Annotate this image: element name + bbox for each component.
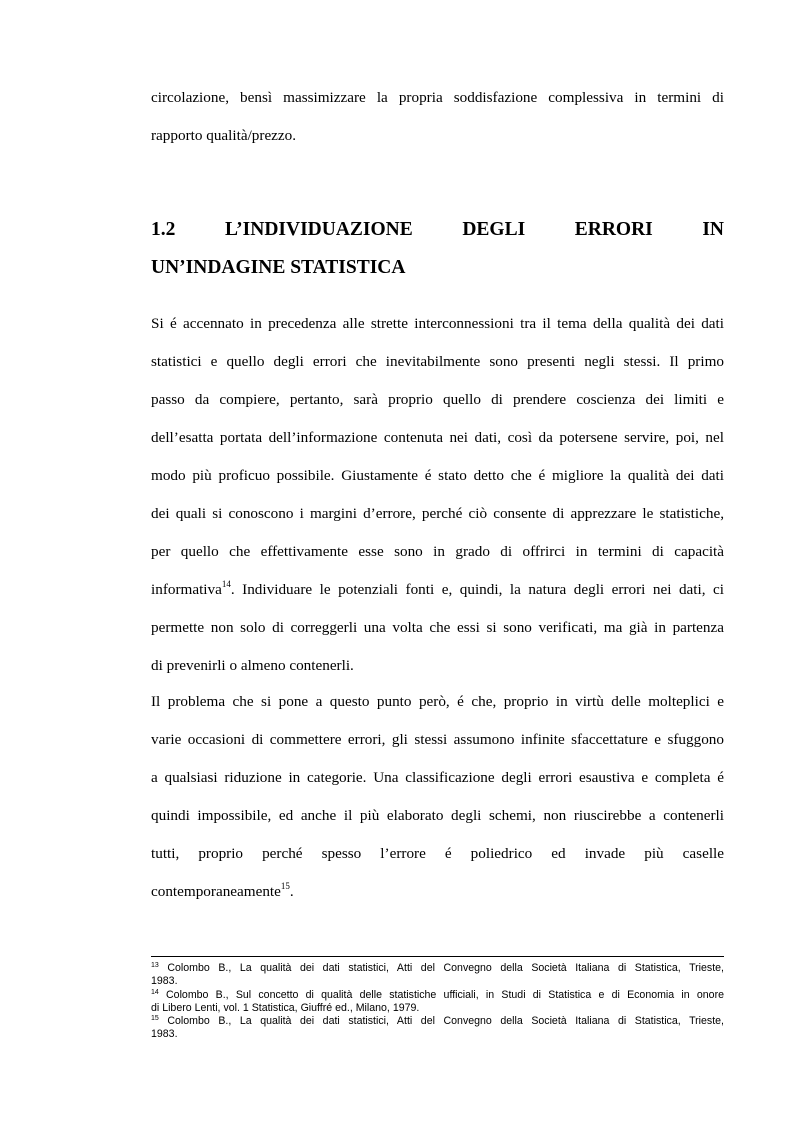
footnotes — [151, 962, 724, 1042]
text-line: modo più proficuo possibile. Giustamente é stato detto che é migliore la qualità dei dati — [151, 467, 724, 484]
footnote-ref-14[interactable]: 14 — [221, 579, 231, 589]
section-number: 1.2 — [151, 219, 176, 240]
text-line: Il problema che si pone a questo punto però, é che, proprio in virtù delle molteplici e — [151, 693, 724, 710]
text-line: Si é accennato in precedenza alle strette interconnessioni tra il tema della qualità dei dati — [151, 315, 724, 332]
text-line: a qualsiasi riduzione in categorie. Una classificazione degli errori esaustiva e completa é — [151, 769, 724, 786]
text-line: tutti, proprio perché spesso l’errore é poliedrico ed invade più caselle — [151, 845, 724, 862]
footnote-14: $^{14}$ Colombo B., Sul concetto di qualità delle statistiche ufficiali, in Studi di Statistica e di Economia in onore — [151, 988, 724, 1001]
footnote-13-cont: 1983. — [151, 975, 178, 988]
section-heading-line-2: UN’INDAGINE STATISTICA — [151, 257, 406, 278]
text-line: contemporaneamente$^{15}$. — [151, 881, 294, 900]
footnote-14-cont: di Libero Lenti, vol. 1 Statistica, Giuffré ed., Milano, 1979. — [151, 1001, 420, 1014]
text-line: passo da compiere, pertanto, sarà proprio quello di prendere coscienza dei limiti e — [151, 391, 724, 408]
text-line: dei quali si conoscono i margini d’errore, perché ciò consente di apprezzare le statistiche, — [151, 505, 724, 522]
footnote-separator — [151, 956, 724, 957]
footnote-15-cont: 1983. — [151, 1028, 178, 1041]
text-line: dell’esatta portata dell’informazione contenuta nei dati, così da potersene servire, poi, nel — [151, 429, 724, 446]
text-line: varie occasioni di commettere errori, gli stessi assumono infinite sfaccettature e sfuggono — [151, 731, 724, 748]
section-heading-line-1: 1.2 L’INDIVIDUAZIONE DEGLI ERRORI IN — [151, 219, 724, 240]
text-line: statistici e quello degli errori che inevitabilmente sono presenti negli stessi. Il primo — [151, 353, 724, 370]
text-line: per quello che effettivamente esse sono in grado di offrirci in termini di capacità — [151, 543, 724, 560]
footnote-ref-15[interactable]: 15 — [280, 881, 290, 891]
text-line: informativa$^{14}$. Individuare le potenziali fonti e, quindi, la natura degli errori nei dati, ci — [151, 579, 724, 598]
footnote-15: $^{15}$ Colombo B., La qualità dei dati statistici, Atti del Convegno della Società Italiana di Statistica, Trieste, — [151, 1015, 724, 1028]
text-line: rapporto qualità/prezzo. — [151, 127, 297, 144]
text-line: quindi impossibile, ed anche il più elaborato degli schemi, non riuscirebbe a contenerli — [151, 807, 724, 824]
text-line: di prevenirli o almeno contenerli. — [151, 657, 354, 674]
footnote-13: $^{13}$ Colombo B., La qualità dei dati statistici, Atti del Convegno della Società Italiana di Statistica, Trieste, — [151, 962, 724, 974]
text-line: permette non solo di correggerli una volta che essi si sono verificati, ma già in partenza — [151, 619, 724, 636]
text-line: circolazione, bensì massimizzare la propria soddisfazione complessiva in termini di — [151, 89, 724, 106]
